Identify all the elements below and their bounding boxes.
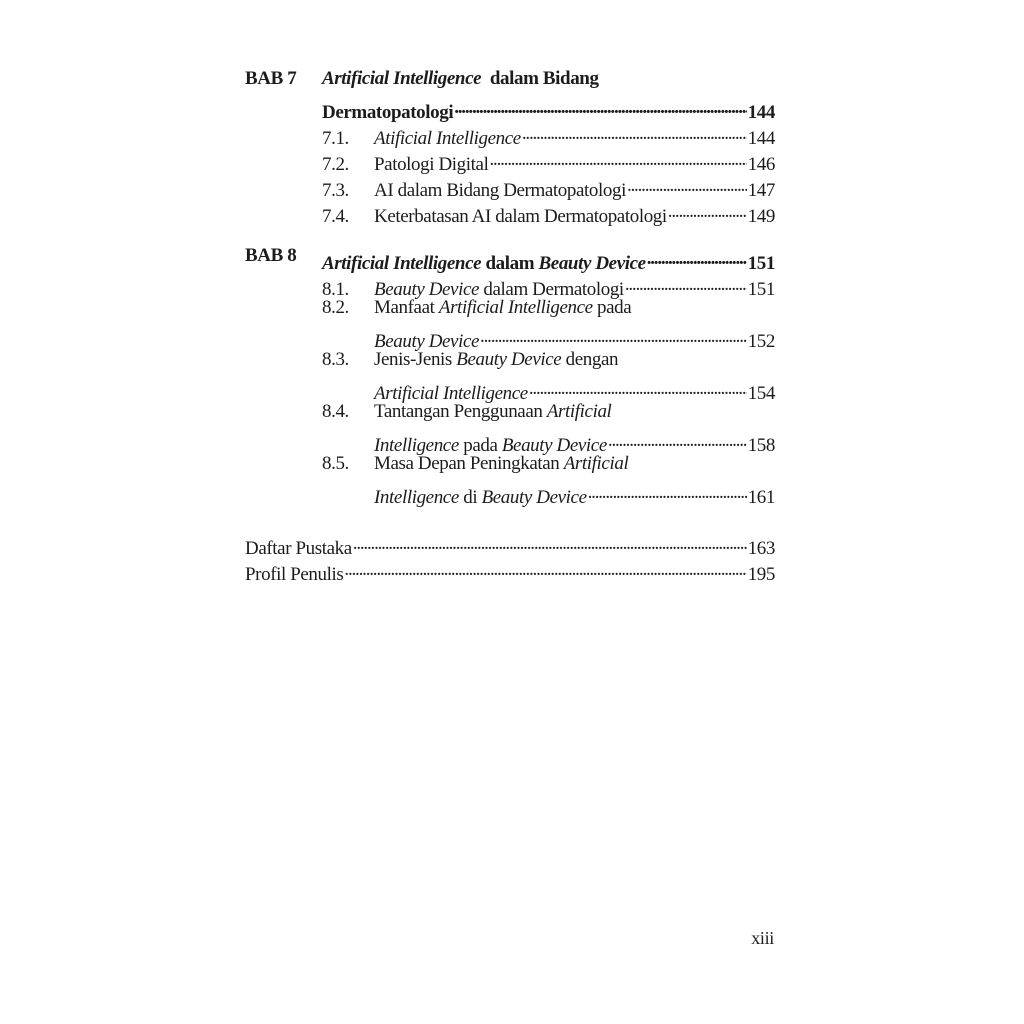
chapter-8-label: BAB 8 <box>245 245 297 266</box>
entry-title: Daftar Pustaka <box>245 538 352 559</box>
leader-dots <box>353 528 747 554</box>
chapter-7-title-italic: Artificial Intelligence <box>322 68 482 89</box>
entry-title: Patologi Digital <box>374 154 489 175</box>
entry-number: 8.3. <box>322 349 349 370</box>
leader-dots <box>588 477 747 503</box>
entry-title: Keterbatasan AI dalam Dermatopatologi <box>374 206 667 227</box>
chapter-7-page: 144 <box>747 102 775 123</box>
entry-number: 8.2. <box>322 297 349 318</box>
leader-dots <box>625 269 747 295</box>
entry-title-italic: Atificial Intelligence <box>374 128 521 149</box>
leader-dots <box>668 196 747 222</box>
chapter-7-title-line2: Dermatopatologi <box>322 102 454 123</box>
entry-page: 154 <box>747 383 775 404</box>
entry-title-italic: Artificial <box>563 453 629 474</box>
entry-title-end: pada <box>592 297 632 318</box>
entry-number: 8.1. <box>322 279 349 300</box>
entry-page: 158 <box>747 435 775 456</box>
entry-title: dalam Dermatologi <box>479 279 624 300</box>
entry-title-mid: di <box>458 487 482 508</box>
entry-number: 8.4. <box>322 401 349 422</box>
entry-page: 147 <box>747 180 775 201</box>
leader-dots <box>522 118 747 144</box>
entry-title-italic: Artificial <box>546 401 612 422</box>
toc-entry-8-5-line2 <box>245 477 775 508</box>
entry-title: Masa Depan Peningkatan <box>374 453 564 474</box>
entry-title-italic: Artificial Intelligence <box>438 297 593 318</box>
leader-dots <box>647 243 747 269</box>
entry-title-italic: Beauty Device <box>374 279 480 300</box>
toc-entry-7-2 <box>245 144 775 175</box>
toc-entry-7-1 <box>245 118 775 149</box>
entry-number: 7.3. <box>322 180 349 201</box>
leader-dots <box>627 170 747 196</box>
leader-dots <box>529 373 747 399</box>
entry-title: Manfaat <box>374 297 439 318</box>
chapter-8-title-italic2: Beauty Device <box>538 253 646 274</box>
toc-entry-8-4-line2 <box>245 425 775 456</box>
toc-entry-8-4 <box>245 399 775 425</box>
entry-title: Tantangan Penggunaan <box>374 401 547 422</box>
entry-title-italic: Intelligence <box>374 435 459 456</box>
toc-entry-daftar-pustaka <box>245 528 775 559</box>
toc-entry-8-3 <box>245 347 775 373</box>
toc-entry-7-3 <box>245 170 775 201</box>
entry-number: 7.4. <box>322 206 349 227</box>
toc-entry-profil-penulis <box>245 554 775 585</box>
toc-entry-8-2-line2 <box>245 321 775 352</box>
entry-page: 151 <box>747 279 775 300</box>
toc-entry-8-3-line2 <box>245 373 775 404</box>
toc-entry-8-1 <box>245 269 775 300</box>
entry-page: 163 <box>747 538 775 559</box>
entry-title-italic: Beauty Device <box>456 349 562 370</box>
toc-entry-8-5 <box>245 451 775 477</box>
chapter-8-page: 151 <box>747 253 775 274</box>
table-of-contents <box>245 66 775 585</box>
leader-dots <box>344 554 746 580</box>
toc-entry-7-4 <box>245 196 775 227</box>
leader-dots <box>608 425 747 451</box>
entry-title-mid: pada <box>458 435 502 456</box>
entry-number: 8.5. <box>322 453 349 474</box>
entry-title-italic2: Beauty Device <box>481 487 587 508</box>
entry-number: 7.1. <box>322 128 349 149</box>
entry-page: 161 <box>747 487 775 508</box>
entry-title-italic2: Beauty Device <box>501 435 607 456</box>
entry-title-italic: Artificial Intelligence <box>374 383 528 404</box>
entry-title-end: dengan <box>561 349 619 370</box>
chapter-8-title-italic: Artificial Intelligence <box>322 253 482 274</box>
entry-page: 144 <box>747 128 775 149</box>
leader-dots <box>480 321 747 347</box>
chapter-7-heading <box>245 66 775 92</box>
chapter-7-label: BAB 7 <box>245 68 297 89</box>
leader-dots <box>489 144 746 170</box>
entry-page: 149 <box>747 206 775 227</box>
chapter-7-title-rest: dalam Bidang <box>481 68 599 89</box>
entry-title-italic: Intelligence <box>374 487 459 508</box>
leader-dots <box>454 92 746 118</box>
entry-page: 152 <box>747 331 775 352</box>
entry-page: 195 <box>747 564 775 585</box>
entry-title: Profil Penulis <box>245 564 344 585</box>
entry-page: 146 <box>747 154 775 175</box>
toc-entry-8-2 <box>245 295 775 321</box>
chapter-7-heading-line2 <box>245 92 775 123</box>
entry-title-italic: Beauty Device <box>374 331 480 352</box>
page-number: xiii <box>751 928 774 948</box>
entry-number: 7.2. <box>322 154 349 175</box>
chapter-8-heading <box>245 243 775 274</box>
entry-title: Jenis-Jenis <box>374 349 457 370</box>
chapter-8-title-mid: dalam <box>481 253 539 274</box>
entry-title: AI dalam Bidang Dermatopatologi <box>374 180 626 201</box>
